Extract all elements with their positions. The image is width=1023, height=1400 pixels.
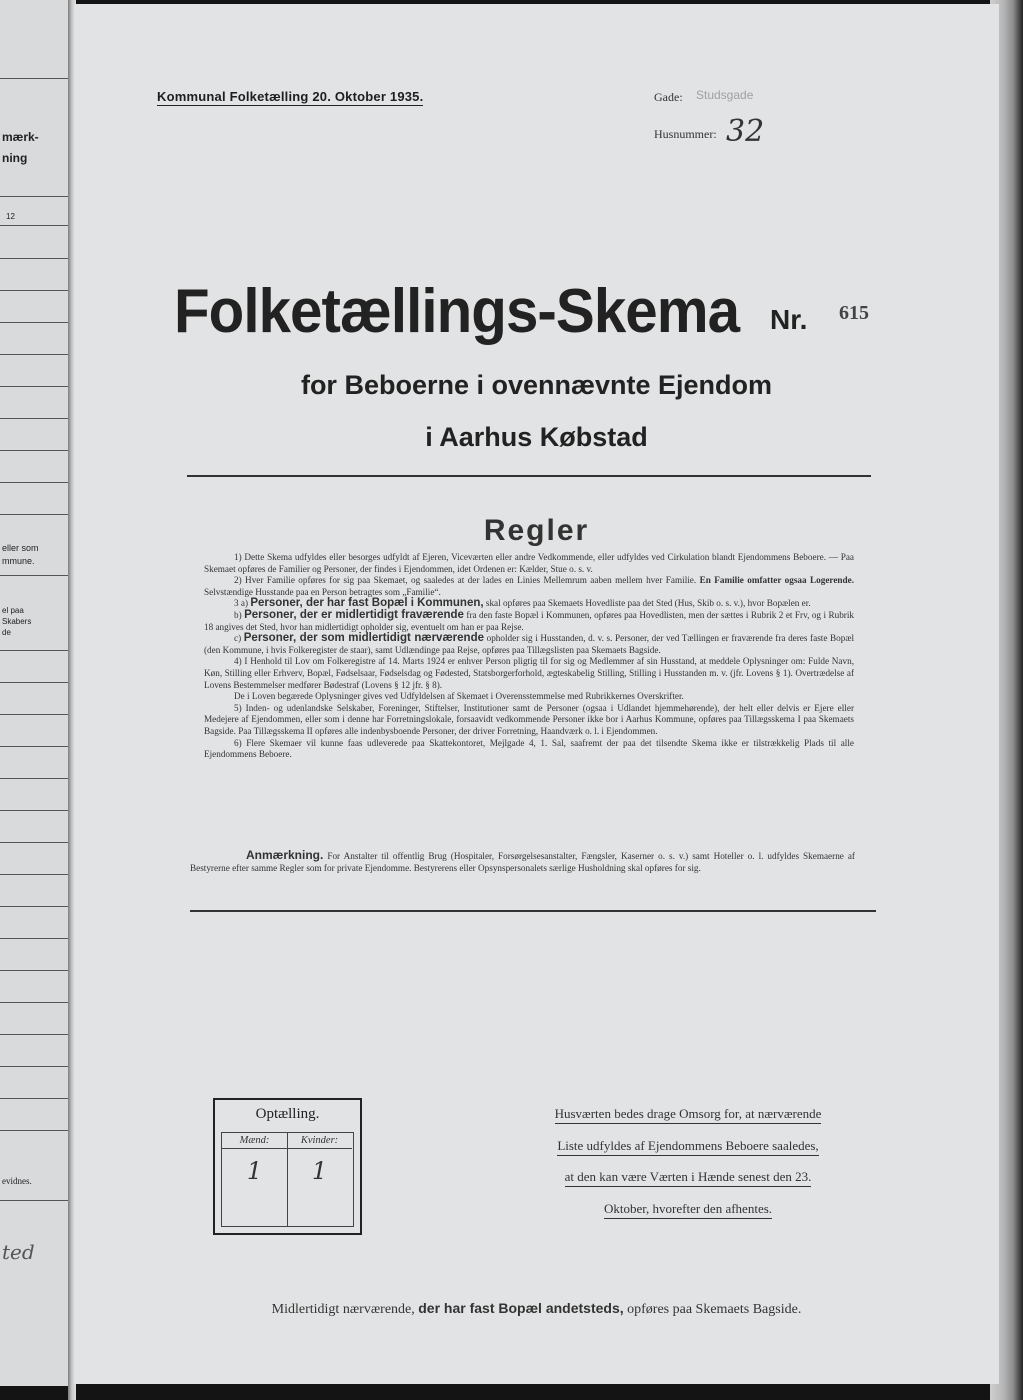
left-page-rule [0, 874, 68, 875]
left-facing-page [0, 0, 71, 1386]
left-page-rule [0, 1034, 68, 1035]
rule-6: 6) Flere Skemaer vil kunne faas udleverede paa Skattekontoret, Mejlgade 4, 1. Sal, saafremt der paa det tilsendte Skema ikke er tilstrækkelig Plads til alle Ejendommens Beboere. [204, 737, 854, 760]
count-table [221, 1132, 354, 1227]
left-page-rule [0, 650, 68, 651]
remark-section [190, 850, 855, 874]
left-page-rule [0, 970, 68, 971]
left-page-rule [0, 1098, 68, 1099]
left-page-rule [0, 354, 68, 355]
rule-3c-num: c) [234, 633, 242, 644]
left-page-rule [0, 906, 68, 907]
rules-heading: Regler [483, 514, 590, 547]
rule-4: 4) I Henhold til Lov om Folkeregistre af 14. Marts 1924 er enhver Person pligtig til for sig og Medlemmer af sin Husstand, at meddele Oplysninger om: Fulde Navn, Køn, Stilling eller Erhverv, Bopæl, Fødselsaar, Fødselsdag og Fødested, Statsborgerforhold, ægteskabelig Stilling, Stilling i Husstanden m. v. (jfr. Lovens § 1). Overtrædelse af Lovens Bestemmelser medfører Bødestraf (Lovens § 12 jfr. § 8). [204, 656, 854, 690]
landlord-notice [518, 1098, 858, 1224]
subtitle-residents: for Beboerne i ovennævnte Ejendom [300, 370, 773, 400]
left-page-rule [0, 575, 68, 576]
left-page-rule [0, 514, 68, 515]
count-women-value: 1 [311, 1157, 328, 1185]
left-page-rule [0, 842, 68, 843]
left-page-rule [0, 1002, 68, 1003]
left-page-rule [0, 418, 68, 419]
left-page-handwriting: ted [2, 1240, 35, 1264]
left-page-text: Skabers [2, 617, 32, 626]
rule-3a-num: 3 a) [234, 598, 249, 609]
rule-3a-bold: Personer, der har fast Bopæl i Kommunen, [250, 597, 484, 610]
rule-3b [204, 610, 854, 633]
rule-3c-text: opholder sig i Husstanden, d. v. s. Personer, der ved Tællingen er fraværende fra deres faste Bopæl (den Kommune, i hvis Folkeregister de staar), samt Udlændinge paa Rejse, opføres paa Tillægslisten paa Skemaets Bagside. [204, 633, 854, 655]
count-women-column [287, 1133, 352, 1226]
left-page-text: evidnes. [2, 1176, 32, 1186]
left-page-rule [0, 225, 68, 226]
left-page-rule [0, 1200, 68, 1201]
rule-2-bold: En Familie omfatter ogsaa Logerende. [699, 575, 854, 586]
left-page-text: ning [2, 151, 28, 165]
left-page-rule [0, 1130, 68, 1131]
divider-bottom [190, 910, 876, 912]
rule-3b-text: fra den faste Bopæl i Kommunen, opføres paa Hovedlisten, men der sættes i Rubrik 2 et Frv, og i Rubrik 18 angives det Sted, hvor han midlertidigt opholder sig, eventuelt om han er paa Rejse. [204, 609, 854, 632]
footer-note [74, 1300, 999, 1318]
notice-line: Liste udfyldes af Ejendommens Beboere saaledes, [557, 1137, 818, 1156]
notice-line: at den kan være Værten i Hænde senest den 23. [565, 1168, 812, 1187]
left-page-rule [0, 78, 68, 79]
rule-5: 5) Inden- og udenlandske Selskaber, Foreninger, Stiftelser, Institutioner samt de Personer (ogsaa i Udlandet hjemmehørende), der helt eller delvis er Ejere eller Medejere af Ejendommen, eller som i denne har Forretningslokale, forsaavidt vedkommende Personer ikke bor i Aarhus Kommune, opføres paa Tillægsskema I paa Skemaets Bagside. Paa Tillægsskema II opføres alle indenbysboende Personer, der driver Forretning, Haandværk o. l. i Ejendommen. [204, 702, 854, 736]
left-page-rule [0, 290, 68, 291]
form-number-label: Nr. [770, 304, 808, 335]
left-page-text: de [2, 628, 11, 637]
form-title: Folketællings-Skema [174, 277, 740, 346]
rule-2 [204, 575, 854, 598]
rule-3a-text: skal opføres paa Skemaets Hovedliste paa det Sted (Hus, Skib o. s. v.), hvor Bopælen er. [485, 598, 811, 609]
rule-3c [204, 633, 854, 656]
left-page-text: el paa [2, 606, 24, 615]
left-page-rule [0, 778, 68, 779]
left-page-text: mærk- [2, 130, 39, 144]
left-page-rule [0, 450, 68, 451]
left-page-rule [0, 1066, 68, 1067]
left-page-rule [0, 196, 68, 197]
census-form-page [74, 4, 999, 1384]
rule-3c-bold: Personer, der som midlertidigt nærværende [243, 632, 484, 645]
left-page-rule [0, 810, 68, 811]
left-page-rule [0, 482, 68, 483]
footer-bold: der har fast Bopæl andetsteds, [418, 1300, 624, 1316]
left-page-rule [0, 322, 68, 323]
street-value: Studsgade [696, 88, 754, 102]
rule-2-tail: Selvstændige Husstande paa en Person betragtes som „Familie“. [204, 586, 441, 597]
left-page-rule [0, 258, 68, 259]
count-men-column [222, 1133, 288, 1226]
count-box [213, 1098, 362, 1235]
left-page-text: 12 [6, 212, 15, 221]
house-number-value: 32 [726, 114, 765, 149]
footer-post: opføres paa Skemaets Bagside. [627, 1302, 802, 1317]
form-number-value: 615 [839, 302, 869, 324]
count-title: Optælling. [255, 1106, 320, 1122]
house-number-label: Husnummer: [654, 127, 717, 141]
left-page-text: eller som [2, 543, 39, 553]
remark-label: Anmærkning. [246, 848, 324, 862]
left-page-rule [0, 714, 68, 715]
rule-1: 1) Dette Skema udfyldes eller besorges udfyldt af Ejeren, Viceværten eller andre Vedkommende, eller udfyldes ved Cirkulation blandt Ejendommens Beboere. — Paa Skemaet opføres de Familier og Personer, der findes i Ejendommen, idet Ordenen er: Kælder, Stue o. s. v. [204, 552, 854, 574]
rule-2-text: 2) Hver Familie opføres for sig paa Skemaet, og saaledes at der lades en Linies Mellemrum aaben mellem hver Familie. [234, 575, 697, 586]
left-page-rule [0, 386, 68, 387]
left-page-rule [0, 938, 68, 939]
subtitle-town: i Aarhus Købstad [425, 422, 648, 452]
street-label: Gade: [654, 90, 683, 104]
left-page-rule [0, 682, 68, 683]
census-header: Kommunal Folketælling 20. Oktober 1935. [157, 89, 424, 104]
count-men-value: 1 [246, 1157, 263, 1185]
rules-body [204, 552, 854, 761]
count-men-label: Mænd: [222, 1135, 287, 1149]
rule-3b-bold: Personer, der er midlertidigt fraværende [244, 608, 464, 621]
divider-top [187, 475, 871, 477]
left-page-rule [0, 746, 68, 747]
rule-3b-num: b) [234, 609, 242, 620]
left-page-text: mmune. [2, 556, 35, 566]
notice-line: Oktober, hvorefter den afhentes. [604, 1200, 772, 1219]
remark-text: For Anstalter til offentlig Brug (Hospitaler, Forsørgelsesanstalter, Fængsler, Kaserner o. s. v.) samt Hoteller o. l. udfyldes Skemaerne af Bestyrerne efter samme Regler som for private Ejendomme. Bestyrerens eller Opsynspersonalets særlige Husholdning skal opføres for sig. [190, 851, 855, 873]
footer-pre: Midlertidigt nærværende, [271, 1302, 415, 1317]
notice-line: Husværten bedes drage Omsorg for, at nærværende [555, 1105, 822, 1124]
count-women-label: Kvinder: [287, 1135, 352, 1149]
rule-4b: De i Loven begærede Oplysninger gives ved Udfyldelsen af Skemaet i Overensstemmelse med Rubrikkernes Overskrifter. [234, 691, 684, 702]
